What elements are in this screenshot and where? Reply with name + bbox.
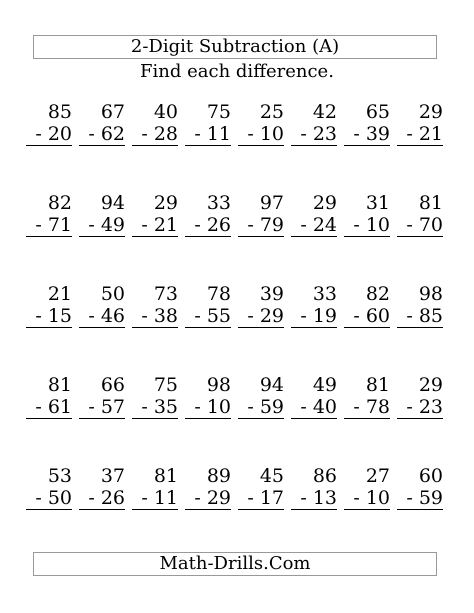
subtrahend: - 40 bbox=[291, 396, 337, 419]
minuend: 31 bbox=[365, 192, 390, 214]
subtrahend: - 23 bbox=[397, 396, 443, 419]
minuend: 73 bbox=[153, 283, 178, 305]
minuend: 67 bbox=[100, 101, 125, 123]
minuend: 29 bbox=[153, 192, 178, 214]
minuend: 37 bbox=[100, 465, 125, 487]
subtraction-problem bbox=[79, 101, 125, 146]
subtrahend: - 26 bbox=[79, 487, 125, 510]
minuend: 27 bbox=[365, 465, 390, 487]
minuend: 21 bbox=[47, 283, 72, 305]
subtrahend: - 10 bbox=[344, 487, 390, 510]
subtrahend: - 20 bbox=[26, 123, 72, 146]
subtrahend: - 28 bbox=[132, 123, 178, 146]
minuend: 81 bbox=[365, 374, 390, 396]
subtrahend: - 38 bbox=[132, 305, 178, 328]
minuend: 25 bbox=[259, 101, 284, 123]
subtrahend: - 85 bbox=[397, 305, 443, 328]
subtraction-problem bbox=[238, 283, 284, 328]
minuend: 82 bbox=[365, 283, 390, 305]
subtrahend: - 59 bbox=[397, 487, 443, 510]
subtraction-problem bbox=[344, 283, 390, 328]
problem-row bbox=[26, 101, 446, 192]
subtraction-problem bbox=[185, 465, 231, 510]
subtraction-problem bbox=[79, 192, 125, 237]
subtrahend: - 78 bbox=[344, 396, 390, 419]
minuend: 86 bbox=[312, 465, 337, 487]
minuend: 29 bbox=[418, 101, 443, 123]
subtrahend: - 19 bbox=[291, 305, 337, 328]
minuend: 29 bbox=[312, 192, 337, 214]
minuend: 81 bbox=[47, 374, 72, 396]
minuend: 49 bbox=[312, 374, 337, 396]
subtraction-problem bbox=[79, 283, 125, 328]
subtrahend: - 79 bbox=[238, 214, 284, 237]
subtraction-problem bbox=[397, 374, 443, 419]
subtrahend: - 39 bbox=[344, 123, 390, 146]
subtrahend: - 50 bbox=[26, 487, 72, 510]
subtraction-problem bbox=[291, 283, 337, 328]
minuend: 66 bbox=[100, 374, 125, 396]
subtrahend: - 24 bbox=[291, 214, 337, 237]
footer-site-name: Math-Drills.Com bbox=[33, 552, 437, 576]
subtraction-problem bbox=[185, 374, 231, 419]
minuend: 82 bbox=[47, 192, 72, 214]
subtraction-problem bbox=[26, 192, 72, 237]
minuend: 89 bbox=[206, 465, 231, 487]
minuend: 94 bbox=[100, 192, 125, 214]
minuend: 53 bbox=[47, 465, 72, 487]
subtrahend: - 61 bbox=[26, 396, 72, 419]
subtraction-problem bbox=[185, 283, 231, 328]
subtraction-problem bbox=[185, 192, 231, 237]
subtrahend: - 17 bbox=[238, 487, 284, 510]
minuend: 60 bbox=[418, 465, 443, 487]
subtrahend: - 10 bbox=[185, 396, 231, 419]
subtraction-problem bbox=[344, 101, 390, 146]
subtraction-problem bbox=[291, 192, 337, 237]
subtraction-problem bbox=[132, 283, 178, 328]
subtraction-problem bbox=[26, 374, 72, 419]
subtraction-problem bbox=[291, 374, 337, 419]
minuend: 33 bbox=[312, 283, 337, 305]
subtrahend: - 62 bbox=[79, 123, 125, 146]
subtrahend: - 29 bbox=[238, 305, 284, 328]
minuend: 45 bbox=[259, 465, 284, 487]
subtrahend: - 23 bbox=[291, 123, 337, 146]
subtrahend: - 49 bbox=[79, 214, 125, 237]
problem-row bbox=[26, 283, 446, 374]
minuend: 39 bbox=[259, 283, 284, 305]
minuend: 78 bbox=[206, 283, 231, 305]
worksheet-title: 2-Digit Subtraction (A) bbox=[33, 35, 437, 59]
subtraction-problem bbox=[238, 374, 284, 419]
subtrahend: - 46 bbox=[79, 305, 125, 328]
subtrahend: - 70 bbox=[397, 214, 443, 237]
subtrahend: - 60 bbox=[344, 305, 390, 328]
subtrahend: - 11 bbox=[185, 123, 231, 146]
minuend: 97 bbox=[259, 192, 284, 214]
subtraction-problem bbox=[238, 465, 284, 510]
minuend: 42 bbox=[312, 101, 337, 123]
subtraction-problem bbox=[397, 101, 443, 146]
subtraction-problem bbox=[132, 374, 178, 419]
subtrahend: - 10 bbox=[344, 214, 390, 237]
subtrahend: - 35 bbox=[132, 396, 178, 419]
subtraction-problem bbox=[238, 192, 284, 237]
subtraction-problem bbox=[397, 283, 443, 328]
subtrahend: - 71 bbox=[26, 214, 72, 237]
subtrahend: - 13 bbox=[291, 487, 337, 510]
subtraction-problem bbox=[344, 374, 390, 419]
minuend: 85 bbox=[47, 101, 72, 123]
subtraction-problem bbox=[26, 283, 72, 328]
minuend: 40 bbox=[153, 101, 178, 123]
subtraction-problem bbox=[132, 192, 178, 237]
subtrahend: - 55 bbox=[185, 305, 231, 328]
subtrahend: - 29 bbox=[185, 487, 231, 510]
subtraction-problem bbox=[26, 101, 72, 146]
minuend: 75 bbox=[153, 374, 178, 396]
subtraction-problem bbox=[397, 192, 443, 237]
subtraction-problem bbox=[397, 465, 443, 510]
subtraction-problem bbox=[291, 101, 337, 146]
subtraction-problem bbox=[79, 465, 125, 510]
subtrahend: - 21 bbox=[132, 214, 178, 237]
subtraction-problem bbox=[344, 465, 390, 510]
minuend: 50 bbox=[100, 283, 125, 305]
subtraction-problem bbox=[291, 465, 337, 510]
worksheet-instructions: Find each difference. bbox=[140, 61, 334, 82]
subtraction-problem bbox=[26, 465, 72, 510]
minuend: 98 bbox=[418, 283, 443, 305]
problem-row bbox=[26, 192, 446, 283]
minuend: 81 bbox=[418, 192, 443, 214]
subtraction-problem bbox=[132, 101, 178, 146]
minuend: 33 bbox=[206, 192, 231, 214]
subtrahend: - 11 bbox=[132, 487, 178, 510]
subtrahend: - 57 bbox=[79, 396, 125, 419]
subtrahend: - 15 bbox=[26, 305, 72, 328]
minuend: 29 bbox=[418, 374, 443, 396]
subtraction-problem bbox=[238, 101, 284, 146]
subtrahend: - 59 bbox=[238, 396, 284, 419]
minuend: 65 bbox=[365, 101, 390, 123]
subtrahend: - 21 bbox=[397, 123, 443, 146]
minuend: 94 bbox=[259, 374, 284, 396]
minuend: 75 bbox=[206, 101, 231, 123]
subtrahend: - 26 bbox=[185, 214, 231, 237]
subtraction-problem bbox=[79, 374, 125, 419]
minuend: 81 bbox=[153, 465, 178, 487]
minuend: 98 bbox=[206, 374, 231, 396]
subtraction-problem bbox=[185, 101, 231, 146]
problem-grid bbox=[26, 101, 446, 556]
subtraction-problem bbox=[344, 192, 390, 237]
problem-row bbox=[26, 374, 446, 465]
subtraction-problem bbox=[132, 465, 178, 510]
subtrahend: - 10 bbox=[238, 123, 284, 146]
problem-row bbox=[26, 465, 446, 556]
